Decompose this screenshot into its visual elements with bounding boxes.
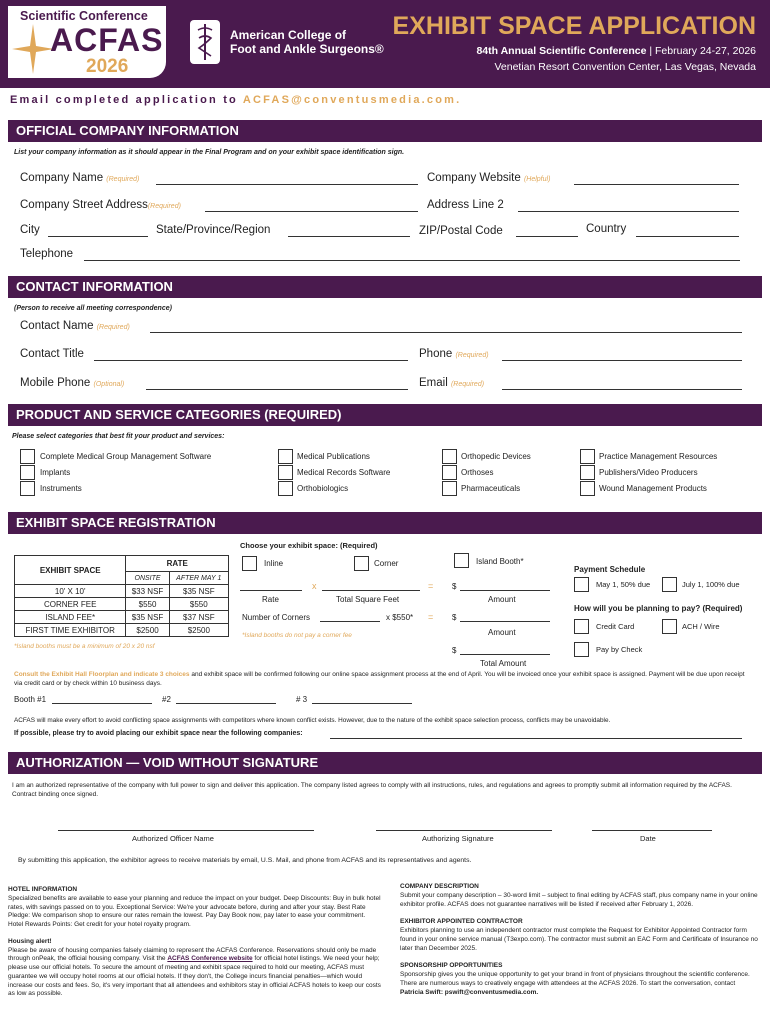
footer-right: COMPANY DESCRIPTION Submit your company description – 30-word limit – subject to final editing by ACFAS staff, plus company name in your online exhibitor profile. ACFAS does not guarantee narratives will be listed if received after February 1, 2026. EXHIBITOR APPOINTED CONTRACTOR Exhibitors planning to use an independent contractor must complete the Request for Exhibitor Appointed Contractor form found in your online service manual (T3expo.com). The contractor must submit an EAC Form and Certificate of Insurance no later than December 2025. SPONSORSHIP OPPORTUNITIES Sponsorship gives you the unique opportunity to get your brand in front of physicians throughout the scientific conference. There are numerous ways to creatively engage with attendees at the ACFAS 2026. To start the conversation, contact Patricia Swift: pswift@conventusmedia.com. <box>400 883 758 996</box>
island-note: *Island booths must be a minimum of 20 x 20 nsf <box>14 643 155 650</box>
date-field[interactable] <box>592 830 712 831</box>
phone-label: Phone (Required) <box>419 348 489 360</box>
mobile-label: Mobile Phone (Optional) <box>20 377 125 389</box>
street-label: Company Street Address(Required) <box>20 199 181 211</box>
country-field[interactable] <box>636 236 739 237</box>
category-checkbox[interactable] <box>442 449 457 464</box>
category-checkbox[interactable] <box>278 465 293 480</box>
street-field[interactable] <box>205 211 418 212</box>
categories-note: Please select categories that best fit your product and services: <box>12 433 225 440</box>
total-amount-field[interactable] <box>460 654 550 655</box>
email-field[interactable] <box>502 389 742 390</box>
category-checkbox[interactable] <box>442 481 457 496</box>
corner-amount-field[interactable] <box>460 621 550 622</box>
officer-name-field[interactable] <box>58 830 314 831</box>
telephone-label: Telephone <box>20 248 74 260</box>
company-name-label: Company Name (Required) <box>20 172 140 184</box>
consent-text: By submitting this application, the exhibitor agrees to receive materials by email, U.S. Mail, and phone from ACFAS and its representatives and agents. <box>18 857 472 864</box>
avoid-companies-field[interactable] <box>330 738 742 739</box>
pay-ach-checkbox[interactable] <box>662 619 677 634</box>
avoid-label: If possible, please try to avoid placing our exhibit space near the following companies: <box>14 730 303 737</box>
category-checkbox[interactable] <box>278 481 293 496</box>
city-label: City <box>20 224 40 236</box>
company-note: List your company information as it should appear in the Final Program and on your exhibit space identification sign. <box>14 149 405 156</box>
authorization-text: I am an authorized representative of the company with full power to sign and deliver this application. The company listed agrees to comply with all instructions, rules, and regulations and agrees to promptly submit all information required by the ACFAS. Contract binding once signed. <box>12 782 732 798</box>
category-checkbox[interactable] <box>580 465 595 480</box>
section-authorization: AUTHORIZATION — VOID WITHOUT SIGNATURE <box>8 752 762 774</box>
sqft-field[interactable] <box>322 590 420 591</box>
space-inline-checkbox[interactable] <box>242 556 257 571</box>
mobile-field[interactable] <box>146 389 408 390</box>
conference-website-link[interactable]: ACFAS Conference website <box>167 955 253 963</box>
category-checkbox[interactable] <box>20 465 35 480</box>
state-label: State/Province/Region <box>156 224 271 236</box>
contact-title-label: Contact Title <box>20 348 84 360</box>
venue: Venetian Resort Convention Center, Las Vegas, Nevada <box>494 61 756 73</box>
category-checkbox[interactable] <box>20 481 35 496</box>
space-island-checkbox[interactable] <box>454 553 469 568</box>
category-checkbox[interactable] <box>580 481 595 496</box>
amount-field[interactable] <box>460 590 550 591</box>
section-company: OFFICIAL COMPANY INFORMATION <box>8 120 762 142</box>
category-checkbox[interactable] <box>278 449 293 464</box>
email-link[interactable]: ACFAS@conventusmedia.com. <box>242 94 462 106</box>
company-name-field[interactable] <box>156 184 418 185</box>
category-checkbox[interactable] <box>580 449 595 464</box>
table-row: ISLAND FEE* $35 NSF $37 NSF <box>15 611 229 624</box>
rate-table: EXHIBIT SPACE RATE ONSITE AFTER MAY 1 10' X 10' $33 NSF $35 NSF CORNER FEE $550 $550 ISLAND FEE* $35 NSF $37 NSF FIRST TIME EXHIBITOR $2500 $2500 <box>14 555 229 637</box>
email-instruction: Email completed application to ACFAS@conventusmedia.com. <box>10 94 462 106</box>
consult-text: Consult the Exhibit Hall Floorplan and indicate 3 choices and exhibit space will be confirmed following our online space assignment process at the end of April. You will be invoiced once your exhibit space is assigned. Payment will be due upon receipt via credit card or by check within 10 business days. <box>14 671 745 687</box>
state-field[interactable] <box>288 236 410 237</box>
hotel-info: HOTEL INFORMATION Specialized benefits are available to ease your planning and reduce the impact on your budget. Deep Discounts: Buy in bulk hotel rates, with savings passed on to you. Exceptional Service: We're your advocate before, during and after your stay. Best Rate Pledge: We comparison shop to ensure our rates remain the lowest. Pay Day Book now, pay later to ease your commitment. Hotel Rewards Points: Get credit for your hotel royalty program. Housing alert! Please be aware of housing companies falsely claiming to represent the ACFAS Conference. Reservations should only be made through onPeak, the official housing company. Visit the ACFAS Conference website for official hotel listings. We need your help; please use our official hotels. To secure the amount of meeting and exhibit space required to hold our meeting, ACFAS must guarantee we will occupy hotel rooms at our official hotels. If they don't, the College incurs financial penalties—which would increase our costs and fees. So, it's very important that all attendees and exhibitors stay in official ACFAS hotels to keep our costs as low as possible. <box>8 886 381 998</box>
booth2-field[interactable] <box>176 703 276 704</box>
rate-field[interactable] <box>240 590 302 591</box>
contact-name-label: Contact Name (Required) <box>20 320 130 332</box>
pay-july-checkbox[interactable] <box>662 577 677 592</box>
pay-credit-card-checkbox[interactable] <box>574 619 589 634</box>
corners-field[interactable] <box>320 621 380 622</box>
city-field[interactable] <box>48 236 148 237</box>
pay-check-checkbox[interactable] <box>574 642 589 657</box>
sponsor-contact[interactable]: Patricia Swift: pswift@conventusmedia.com. <box>400 988 539 996</box>
org-name: American College of Foot and Ankle Surgeons® <box>230 28 384 56</box>
compass-star-icon <box>12 24 54 74</box>
how-pay-label: How will you be planning to pay? (Required) <box>574 604 743 613</box>
company-website-label: Company Website (Helpful) <box>427 172 551 184</box>
zip-label: ZIP/Postal Code <box>419 225 503 237</box>
country-label: Country <box>586 223 627 235</box>
contact-note: (Person to receive all meeting correspondence) <box>14 305 172 312</box>
category-checkbox[interactable] <box>20 449 35 464</box>
table-row: CORNER FEE $550 $550 <box>15 598 229 611</box>
caduceus-icon <box>190 20 220 64</box>
section-registration: EXHIBIT SPACE REGISTRATION <box>8 512 762 534</box>
telephone-field[interactable] <box>84 260 740 261</box>
page-title: EXHIBIT SPACE APPLICATION <box>392 12 756 40</box>
address2-field[interactable] <box>518 211 739 212</box>
contact-title-field[interactable] <box>94 360 408 361</box>
category-checkbox[interactable] <box>442 465 457 480</box>
table-row: 10' X 10' $33 NSF $35 NSF <box>15 585 229 598</box>
table-row: FIRST TIME EXHIBITOR $2500 $2500 <box>15 624 229 637</box>
email-label: Email (Required) <box>419 377 485 389</box>
space-corner-checkbox[interactable] <box>354 556 369 571</box>
section-categories: PRODUCT AND SERVICE CATEGORIES (REQUIRED) <box>8 404 762 426</box>
conference-logo: Scientific Conference ACFAS 2026 <box>8 6 166 78</box>
signature-field[interactable] <box>376 830 552 831</box>
company-website-field[interactable] <box>574 184 739 185</box>
booth1-field[interactable] <box>52 703 152 704</box>
booth3-field[interactable] <box>312 703 412 704</box>
conference-info: 84th Annual Scientific Conference | February 24-27, 2026 <box>476 45 756 57</box>
zip-field[interactable] <box>516 236 578 237</box>
floorplan-link[interactable]: Consult the Exhibit Hall Floorplan and indicate 3 choices <box>14 671 190 678</box>
payment-schedule-label: Payment Schedule <box>574 565 646 574</box>
choose-space-note: Choose your exhibit space: (Required) <box>240 541 378 550</box>
phone-field[interactable] <box>502 360 742 361</box>
address2-label: Address Line 2 <box>427 199 504 211</box>
contact-name-field[interactable] <box>150 332 742 333</box>
pay-may-checkbox[interactable] <box>574 577 589 592</box>
conflict-text: ACFAS will make every effort to avoid conflicting space assignments with competitors where known conflict exists. However, due to the nature of the exhibit space selection process, conflicts may be unavoidable. <box>14 717 611 724</box>
section-contact: CONTACT INFORMATION <box>8 276 762 298</box>
